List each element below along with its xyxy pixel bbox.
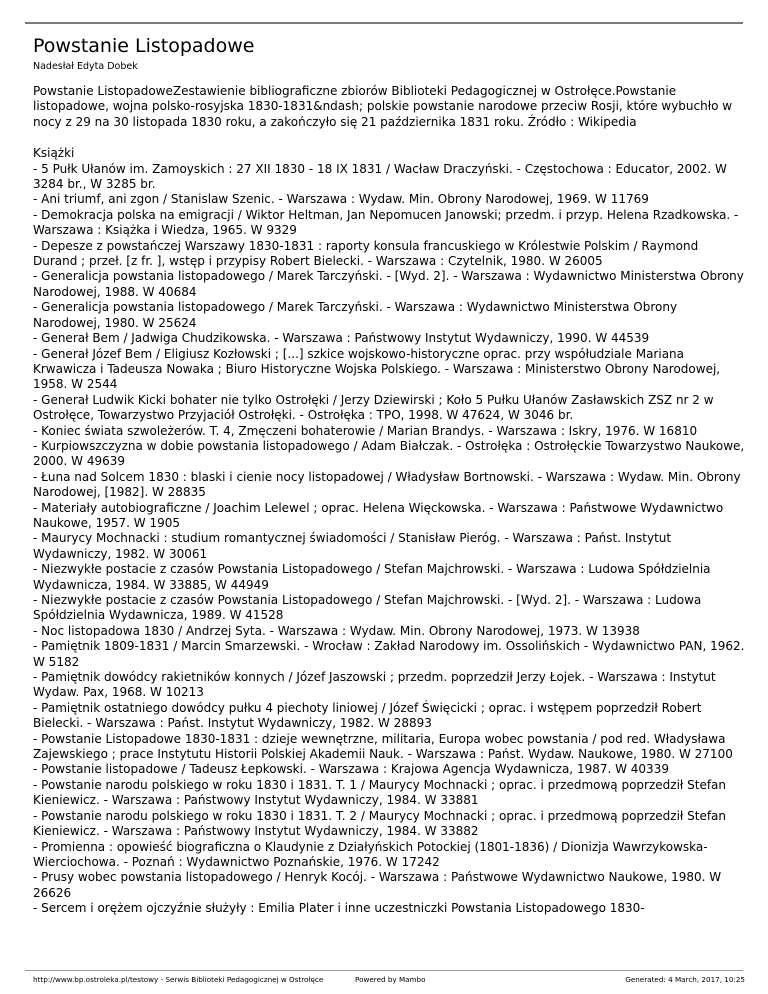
bibliography-entry: - Niezwykłe postacie z czasów Powstania Listopadowego / Stefan Majchrowski. - [Wyd. 2]. - Warszawa : Ludowa Spółdzielnia Wydawnicza, 1989. W 41528 xyxy=(33,593,702,623)
paragraph-gap xyxy=(33,130,745,146)
bibliography-entry: - Powstanie narodu polskiego w roku 1830 i 1831. T. 2 / Maurycy Mochnacki ; oprac. i przedmową poprzedził Stefan Kieniewicz. - Warszawa : Państwowy Instytut Wydawniczy, 1984. W 33882 xyxy=(33,808,727,839)
footer-url[interactable]: http://www.bp.ostroleka.pl/testowy - Serwis Biblioteki Pedagogicznej w Ostrołęce xyxy=(33,975,324,984)
bibliography-entry: - Generalicja powstania listopadowego / Marek Tarczyński. - Warszawa : Wydawnictwo Ministerstwa Obrony Narodowej, 1980. W 25624 xyxy=(33,300,678,330)
bibliography-entry: - 5 Pułk Ułanów im. Zamoyskich : 27 XII 1830 - 18 IX 1831 / Wacław Draczyński. - Częstochowa : Educator, 2002. W 3284 br., W 3285 br. xyxy=(33,161,727,192)
footer-rule xyxy=(25,970,743,971)
bibliography-entry: - Promienna : opowieść biograficzna o Klaudynie z Działyńskich Potockiej (1801-1836) / Dionizja Wawrzykowska-Wierciochowa. - Poznań : Wydawnictwo Poznańskie, 1976. W 17242 xyxy=(33,839,708,869)
bibliography-entry: - Powstanie Listopadowe 1830-1831 : dzieje wewnętrzne, militaria, Europa wobec powstania / pod red. Władysława Zajewskiego ; prace Instytutu Historii Polskiej Akademii Nauk. - Warszawa : Państ. Wydaw. Naukowe, 1980. W 27100 xyxy=(33,731,733,762)
bibliography-entry: - Pamiętnik 1809-1831 / Marcin Smarzewski. - Wrocław : Zakład Narodowy im. Ossolińskich - Wydawnictwo PAN, 1962. W 5182 xyxy=(33,639,745,669)
bibliography-entry: - Sercem i orężem ojczyźnie służyły : Emilia Plater i inne uczestniczki Powstania Listopadowego 1830- xyxy=(33,901,645,916)
bibliography-entry: - Materiały autobiograficzne / Joachim Lelewel ; oprac. Helena Więckowska. - Warszawa : Państwowe Wydawnictwo Naukowe, 1957. W 1905 xyxy=(33,500,724,530)
bibliography-entry: - Pamiętnik ostatniego dowódcy pułku 4 piechoty liniowej / Józef Święcicki ; oprac. i wstępem poprzedził Robert Bielecki. - Warszawa : Państ. Instytut Wydawniczy, 1982. W 28893 xyxy=(33,700,702,731)
bibliography-entry: - Demokracja polska na emigracji / Wiktor Heltman, Jan Nepomucen Janowski; przedm. i przyp. Helena Rzadkowska. - Warszawa : Książka i Wiedza, 1965. W 9329 xyxy=(33,207,739,238)
bibliography-entry: - Generał Bem / Jadwiga Chudzikowska. - Warszawa : Państwowy Instytut Wydawniczy, 1990. W 44539 xyxy=(33,331,650,346)
bibliography-entry: - Generalicja powstania listopadowego / Marek Tarczyński. - [Wyd. 2]. - Warszawa : Wydawnictwo Ministerstwa Obrony Narodowej, 1988. W 40684 xyxy=(33,269,744,299)
article-body xyxy=(33,84,745,917)
intro-paragraph: Powstanie ListopadoweZestawienie bibliograficzne zbiorów Biblioteki Pedagogicznej w Ostrołęce.Powstanie listopadowe, wojna polsko-rosyjska 1830-1831&ndash; polskie powstanie narodowe przeciw Rosji, które wybuchło w nocy z 29 na 30 listopada 1830 roku, a zakończyło się 21 października 1831 roku. Źródło : Wikipedia xyxy=(33,84,733,129)
footer-generated: Generated: 4 March, 2017, 10:25 xyxy=(625,975,745,984)
bibliography-entry: - Generał Józef Bem / Eligiusz Kozłowski ; [...] szkice wojskowo-historyczne oprac. przy współudziale Mariana Krwawicza i Tadeusza Nowaka ; Biuro Historyczne Wojska Polskiego. - Warszawa : Ministerstwo Obrony Narodowej, 1958. W 2544 xyxy=(33,346,721,392)
bibliography-entry: - Powstanie listopadowe / Tadeusz Łepkowski. - Warszawa : Krajowa Agencja Wydawnicza, 1987. W 40339 xyxy=(33,762,669,777)
bibliography-entry: - Koniec świata szwoleżerów. T. 4, Zmęczeni bohaterowie / Marian Brandys. - Warszawa : Iskry, 1976. W 16810 xyxy=(33,423,698,438)
top-rule xyxy=(25,22,743,24)
bibliography-entry: - Niezwykłe postacie z czasów Powstania Listopadowego / Stefan Majchrowski. - Warszawa : Ludowa Spółdzielnia Wydawnicza, 1984. W 33885, W 44949 xyxy=(33,562,711,592)
page-title: Powstanie Listopadowe xyxy=(33,35,255,57)
author-line: Nadesłał Edyta Dobek xyxy=(33,61,138,72)
bibliography-entry: - Prusy wobec powstania listopadowego / Henryk Kocój. - Warszawa : Państwowe Wydawnictwo Naukowe, 1980. W 26626 xyxy=(33,870,722,900)
section-heading: Książki xyxy=(33,146,75,161)
bibliography-entry: - Depesze z powstańczej Warszawy 1830-1831 : raporty konsula francuskiego w Królestwie Polskim / Raymond Durand ; przeł. [z fr. ], wstęp i przypisy Robert Bielecki. - Warszawa : Czytelnik, 1980. W 26005 xyxy=(33,238,699,269)
bibliography-entry: - Kurpiowszczyzna w dobie powstania listopadowego / Adam Białczak. - Ostrołęka : Ostrołęckie Towarzystwo Naukowe, 2000. W 49639 xyxy=(33,438,745,469)
bibliography-entry: - Ani triumf, ani zgon / Stanislaw Szenic. - Warszawa : Wydaw. Min. Obrony Narodowej, 1969. W 11769 xyxy=(33,192,649,207)
bibliography-entry: - Noc listopadowa 1830 / Andrzej Syta. - Warszawa : Wydaw. Min. Obrony Narodowej, 1973. W 13938 xyxy=(33,623,640,638)
bibliography-entry: - Maurycy Mochnacki : studium romantycznej świadomości / Stanisław Pieróg. - Warszawa : Państ. Instytut Wydawniczy, 1982. W 30061 xyxy=(33,531,672,561)
bibliography-entry: - Powstanie narodu polskiego w roku 1830 i 1831. T. 1 / Maurycy Mochnacki ; oprac. i przedmową poprzedził Stefan Kieniewicz. - Warszawa : Państwowy Instytut Wydawniczy, 1984. W 33881 xyxy=(33,777,727,808)
bibliography-entry: - Łuna nad Solcem 1830 : blaski i cienie nocy listopadowej / Władysław Bortnowski. - Warszawa : Wydaw. Min. Obrony Narodowej, [1982]. W 28835 xyxy=(33,469,741,500)
bibliography-entry: - Pamiętnik dowódcy rakietników konnych / Józef Jaszowski ; przedm. poprzedził Jerzy Łojek. - Warszawa : Instytut Wydaw. Pax, 1968. W 10213 xyxy=(33,670,716,700)
bibliography-entry: - Generał Ludwik Kicki bohater nie tylko Ostrołęki / Jerzy Dziewirski ; Koło 5 Pułku Ułanów Zasławskich ZSZ nr 2 w Ostrołęce, Towarzystwo Przyjaciół Ostrołęki. - Ostrołęka : TPO, 1998. W 47624, W 3046 br. xyxy=(33,392,714,423)
bibliography-list xyxy=(33,162,745,917)
footer-powered: Powered by Mambo xyxy=(355,975,426,984)
